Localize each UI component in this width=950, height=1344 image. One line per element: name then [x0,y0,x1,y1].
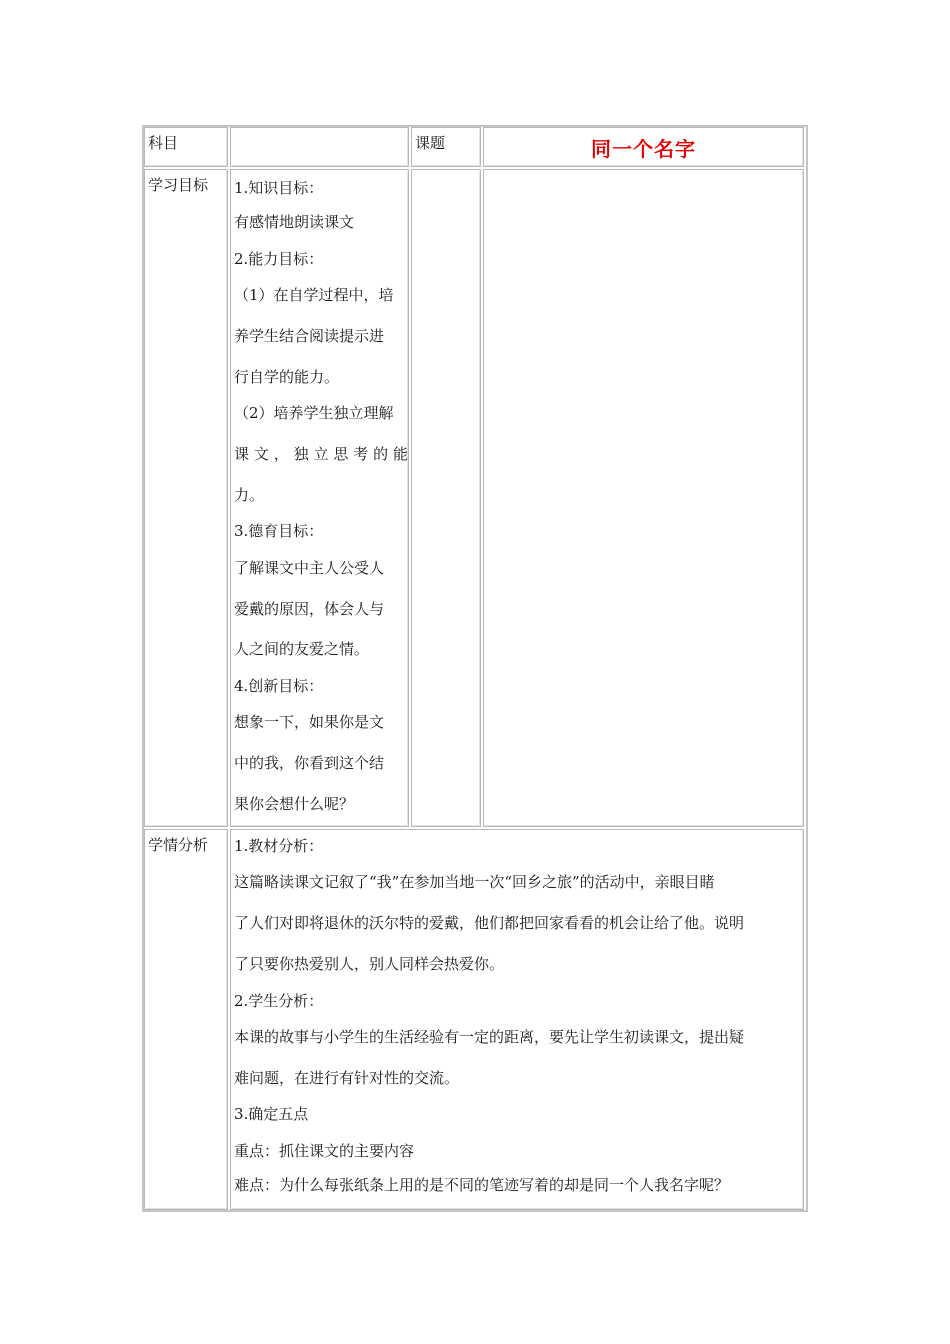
objectives-label: 学习目标 [144,169,228,827]
objective-line: 3.德育目标： [234,522,324,540]
objective-line: 养学生结合阅读提示进 [234,327,385,345]
analysis-line: 1.教材分析： [234,837,324,855]
objective-line: （2）培养学生独立理解 [234,404,394,422]
analysis-line: 难问题，在进行有针对性的交流。 [234,1069,460,1087]
objective-line: 课文，独立思考的能 [234,445,408,463]
analysis-line: 了只要你热爱别人，别人同样会热爱你。 [234,955,505,973]
analysis-line: 这篇略读课文记叙了“我”在参加当地一次“回乡之旅”的活动中，亲眼目睹 [234,873,715,891]
objective-line: （1）在自学过程中，培 [234,286,394,304]
analysis-line: 本课的故事与小学生的生活经验有一定的距离，要先让学生初读课文，提出疑 [234,1028,745,1046]
subject-value [230,127,409,167]
objective-line: 有感情地朗读课文 [234,213,355,231]
objectives-empty-cell [411,169,481,827]
objective-line: 爱戴的原因，体会人与 [234,600,385,618]
analysis-line: 了人们对即将退休的沃尔特的爱戴，他们都把回家看看的机会让给了他。说明 [234,914,745,932]
objective-line: 了解课文中主人公受人 [234,559,385,577]
objective-line: 行自学的能力。 [234,368,340,386]
analysis-line: 重点：抓住课文的主要内容 [234,1142,415,1160]
objective-line: 力。 [234,486,265,504]
analysis-line: 2.学生分析： [234,992,324,1010]
objective-line: 中的我，你看到这个结 [234,754,385,772]
objective-line: 1.知识目标： [234,179,324,197]
objectives-empty-cell-wide [483,169,804,827]
objectives-content [230,169,409,827]
topic-label: 课题 [411,127,481,167]
objective-line: 果你会想什么呢？ [234,795,355,813]
objective-line: 2.能力目标： [234,250,324,268]
analysis-content [230,829,804,1210]
analysis-label: 学情分析 [144,829,228,1210]
lesson-title: 同一个名字 [483,127,804,167]
analysis-line: 难点：为什么每张纸条上用的是不同的笔迹写着的却是同一个人我名字呢？ [234,1176,730,1194]
objective-line: 4.创新目标： [234,677,324,695]
subject-label: 科目 [144,127,228,167]
analysis-line: 3.确定五点 [234,1105,309,1123]
objective-line: 人之间的友爱之情。 [234,640,370,658]
objective-line: 想象一下，如果你是文 [234,713,385,731]
